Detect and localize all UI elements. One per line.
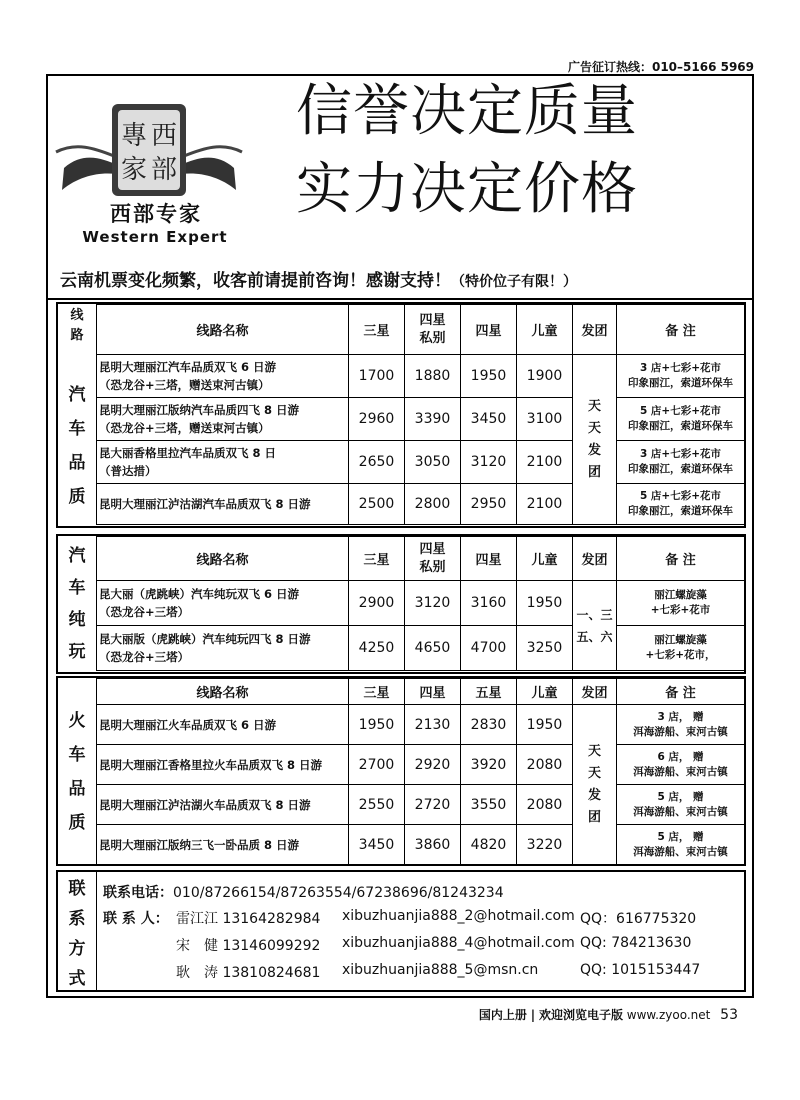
person-email[interactable]: xibuzhuanjia888_2@hotmail.com xyxy=(342,908,575,924)
route-name: 昆大丽香格里拉汽车品质双飞 8 日 （普达措） xyxy=(97,441,349,484)
price-cell: 2800 xyxy=(405,484,461,525)
footer-url[interactable]: www.zyoo.net xyxy=(626,1008,711,1022)
table-row xyxy=(97,484,745,525)
table-row xyxy=(97,355,745,398)
th-4star: 四星 xyxy=(461,305,517,355)
table-row xyxy=(97,398,745,441)
table-header-row xyxy=(97,537,745,581)
note-cell: 5 店， 赠 洱海游船、束河古镇 xyxy=(617,825,745,865)
price-cell: 3120 xyxy=(461,441,517,484)
label-char: 线 xyxy=(70,308,84,323)
price-cell: 2960 xyxy=(349,398,405,441)
route-name: 昆明大理丽江泸沽湖汽车品质双飞 8 日游 xyxy=(97,484,349,525)
table-row xyxy=(97,626,745,671)
label-char: 汽 xyxy=(68,385,86,405)
price-cell: 2550 xyxy=(349,785,405,825)
note-cell: 5 店， 赠 洱海游船、束河古镇 xyxy=(617,785,745,825)
table-train-quality xyxy=(96,678,745,865)
note-cell: 3 店+七彩+花市 印象丽江，索道环保车 xyxy=(617,441,745,484)
th-3star: 三星 xyxy=(349,537,405,581)
svg-text:西: 西 xyxy=(150,121,178,151)
phone-label: 联系电话： xyxy=(103,885,173,901)
divider xyxy=(46,298,754,300)
price-cell: 1950 xyxy=(517,581,573,626)
note-cell: 丽江螺旋藻 +七彩+花市， xyxy=(617,626,745,671)
contact-person xyxy=(176,908,320,928)
person-name: 雷江江 xyxy=(176,911,218,927)
table-row xyxy=(97,441,745,484)
price-cell: 1950 xyxy=(349,705,405,745)
th-4star: 四星 xyxy=(405,679,461,705)
contact-person-row xyxy=(103,908,169,928)
person-qq: QQ: 1015153447 xyxy=(580,962,701,978)
person-name: 宋 健 xyxy=(176,938,218,954)
label-char: 方 xyxy=(68,939,86,959)
th-4star-private: 四星 私别 xyxy=(405,537,461,581)
price-cell: 3390 xyxy=(405,398,461,441)
th-5star: 五星 xyxy=(461,679,517,705)
label-char: 式 xyxy=(68,969,86,989)
slogan-line-1: 信誉决定质量 xyxy=(296,79,638,144)
svg-text:專: 專 xyxy=(120,121,148,151)
price-cell: 4700 xyxy=(461,626,517,671)
table-header-row xyxy=(97,305,745,355)
ad-hotline: 广告征订热线：010–5166 5969 xyxy=(567,60,754,74)
route-name: 昆明大理丽江版纳汽车品质四飞 8 日游 （恐龙谷+三塔，赠送束河古镇） xyxy=(97,398,349,441)
price-cell: 1900 xyxy=(517,355,573,398)
price-cell: 2500 xyxy=(349,484,405,525)
price-cell: 2900 xyxy=(349,581,405,626)
page-footer xyxy=(479,1006,738,1023)
price-cell: 1880 xyxy=(405,355,461,398)
th-route: 线路名称 xyxy=(97,305,349,355)
th-child: 儿童 xyxy=(517,679,573,705)
logo-cn-text: 西部专家 xyxy=(110,201,202,226)
contact-person xyxy=(176,962,320,982)
price-cell: 3550 xyxy=(461,785,517,825)
label-char: 质 xyxy=(68,487,86,507)
label-char: 品 xyxy=(68,453,86,473)
th-departure: 发团 xyxy=(573,537,617,581)
th-notes: 备 注 xyxy=(617,679,745,705)
price-cell: 1950 xyxy=(517,705,573,745)
price-cell: 3100 xyxy=(517,398,573,441)
page-number: 53 xyxy=(720,1007,738,1023)
price-cell: 2100 xyxy=(517,484,573,525)
table-row xyxy=(97,581,745,626)
notice-small: （特价位子有限！） xyxy=(451,274,577,290)
label-char: 系 xyxy=(68,909,86,929)
price-cell: 1700 xyxy=(349,355,405,398)
note-cell: 5 店+七彩+花市 印象丽江，索道环保车 xyxy=(617,398,745,441)
th-3star: 三星 xyxy=(349,305,405,355)
phone-numbers: 010/87266154/87263554/67238696/81243234 xyxy=(173,885,504,901)
label-char: 玩 xyxy=(68,642,86,662)
th-4star-private: 四星 私别 xyxy=(405,305,461,355)
contact-divider xyxy=(96,870,97,992)
person-tel: 13146099292 xyxy=(222,938,321,954)
price-cell: 2950 xyxy=(461,484,517,525)
contact-side-label xyxy=(58,874,96,994)
person-email[interactable]: xibuzhuanjia888_5@msn.cn xyxy=(342,962,539,978)
route-name: 昆明大理丽江汽车品质双飞 6 日游 （恐龙谷+三塔，赠送束河古镇） xyxy=(97,355,349,398)
price-cell: 3250 xyxy=(517,626,573,671)
departure-cell: 天 天 发 团 xyxy=(573,355,617,525)
departure-cell: 一、三 五、六 xyxy=(573,581,617,671)
note-cell: 5 店+七彩+花市 印象丽江，索道环保车 xyxy=(617,484,745,525)
section-1-side-label xyxy=(58,378,96,514)
th-3star: 三星 xyxy=(349,679,405,705)
note-cell: 丽江螺旋藻 +七彩+花市 xyxy=(617,581,745,626)
th-departure: 发团 xyxy=(573,679,617,705)
person-tel: 13164282984 xyxy=(222,911,321,927)
logo-en-text: Western Expert xyxy=(82,228,228,246)
th-4star: 四星 xyxy=(461,537,517,581)
table-row xyxy=(97,745,745,785)
price-cell: 2080 xyxy=(517,785,573,825)
label-char: 纯 xyxy=(68,610,86,630)
price-cell: 4250 xyxy=(349,626,405,671)
label-char: 车 xyxy=(68,578,86,598)
notice-banner xyxy=(60,266,750,291)
label-char: 汽 xyxy=(68,546,86,566)
table-row xyxy=(97,825,745,865)
label-char: 路 xyxy=(70,328,84,343)
section-3-side-label xyxy=(58,704,96,840)
label-char: 车 xyxy=(68,419,86,439)
note-cell: 6 店， 赠 洱海游船、束河古镇 xyxy=(617,745,745,785)
note-cell: 3 店， 赠 洱海游船、束河古镇 xyxy=(617,705,745,745)
price-cell: 2080 xyxy=(517,745,573,785)
table-row xyxy=(97,705,745,745)
table-car-pure xyxy=(96,536,745,671)
table-car-quality xyxy=(96,304,745,525)
notice-main: 云南机票变化频繁，收客前请提前咨询！感谢支持！ xyxy=(60,271,451,291)
price-cell: 3450 xyxy=(349,825,405,865)
price-cell: 3160 xyxy=(461,581,517,626)
price-cell: 3450 xyxy=(461,398,517,441)
note-cell: 3 店+七彩+花市 印象丽江，索道环保车 xyxy=(617,355,745,398)
th-route: 线路名称 xyxy=(97,679,349,705)
price-cell: 2100 xyxy=(517,441,573,484)
th-notes: 备 注 xyxy=(617,537,745,581)
person-qq: QQ: 784213630 xyxy=(580,935,692,951)
price-cell: 4650 xyxy=(405,626,461,671)
price-cell: 2720 xyxy=(405,785,461,825)
th-child: 儿童 xyxy=(517,305,573,355)
price-cell: 2700 xyxy=(349,745,405,785)
footer-tagline: 欢迎浏览电子版 xyxy=(538,1008,623,1022)
route-name: 昆大丽（虎跳峡）汽车纯玩双飞 6 日游 （恐龙谷+三塔） xyxy=(97,581,349,626)
route-name: 昆明大理丽江版纳三飞一卧品质 8 日游 xyxy=(97,825,349,865)
label-char: 火 xyxy=(68,711,86,731)
footer-section: 国内上册 xyxy=(478,1008,527,1022)
price-cell: 2830 xyxy=(461,705,517,745)
table-header-row xyxy=(97,679,745,705)
contact-person xyxy=(176,935,320,955)
route-name: 昆明大理丽江香格里拉火车品质双飞 8 日游 xyxy=(97,745,349,785)
departure-cell: 天 天 发 团 xyxy=(573,705,617,865)
price-cell: 4820 xyxy=(461,825,517,865)
label-char: 联 xyxy=(68,879,86,899)
person-qq: QQ：616775320 xyxy=(580,911,697,927)
section-1-top-label xyxy=(58,306,96,346)
th-notes: 备 注 xyxy=(617,305,745,355)
svg-text:家: 家 xyxy=(120,155,148,185)
th-child: 儿童 xyxy=(517,537,573,581)
price-cell: 3920 xyxy=(461,745,517,785)
label-char: 品 xyxy=(68,779,86,799)
th-departure: 发团 xyxy=(573,305,617,355)
label-char: 车 xyxy=(68,745,86,765)
price-cell: 3050 xyxy=(405,441,461,484)
price-cell: 2130 xyxy=(405,705,461,745)
route-name: 昆明大理丽江火车品质双飞 6 日游 xyxy=(97,705,349,745)
th-route: 线路名称 xyxy=(97,537,349,581)
contact-phone-row xyxy=(103,882,504,902)
table-row xyxy=(97,785,745,825)
price-cell: 1950 xyxy=(461,355,517,398)
svg-text:部: 部 xyxy=(150,155,178,185)
person-tel: 13810824681 xyxy=(222,965,321,981)
footer-separator: | xyxy=(530,1008,536,1022)
price-cell: 3220 xyxy=(517,825,573,865)
price-cell: 2650 xyxy=(349,441,405,484)
person-email[interactable]: xibuzhuanjia888_4@hotmail.com xyxy=(342,935,575,951)
price-cell: 3860 xyxy=(405,825,461,865)
person-name: 耿 涛 xyxy=(176,965,218,981)
route-name: 昆明大理丽江泸沽湖火车品质双飞 8 日游 xyxy=(97,785,349,825)
route-name: 昆大丽版（虎跳峡）汽车纯玩四飞 8 日游 （恐龙谷+三塔） xyxy=(97,626,349,671)
price-cell: 2920 xyxy=(405,745,461,785)
price-cell: 3120 xyxy=(405,581,461,626)
label-char: 质 xyxy=(68,813,86,833)
slogan-line-2: 实力决定价格 xyxy=(296,157,638,222)
section-2-side-label xyxy=(58,540,96,668)
person-label: 联 系 人： xyxy=(103,911,169,927)
